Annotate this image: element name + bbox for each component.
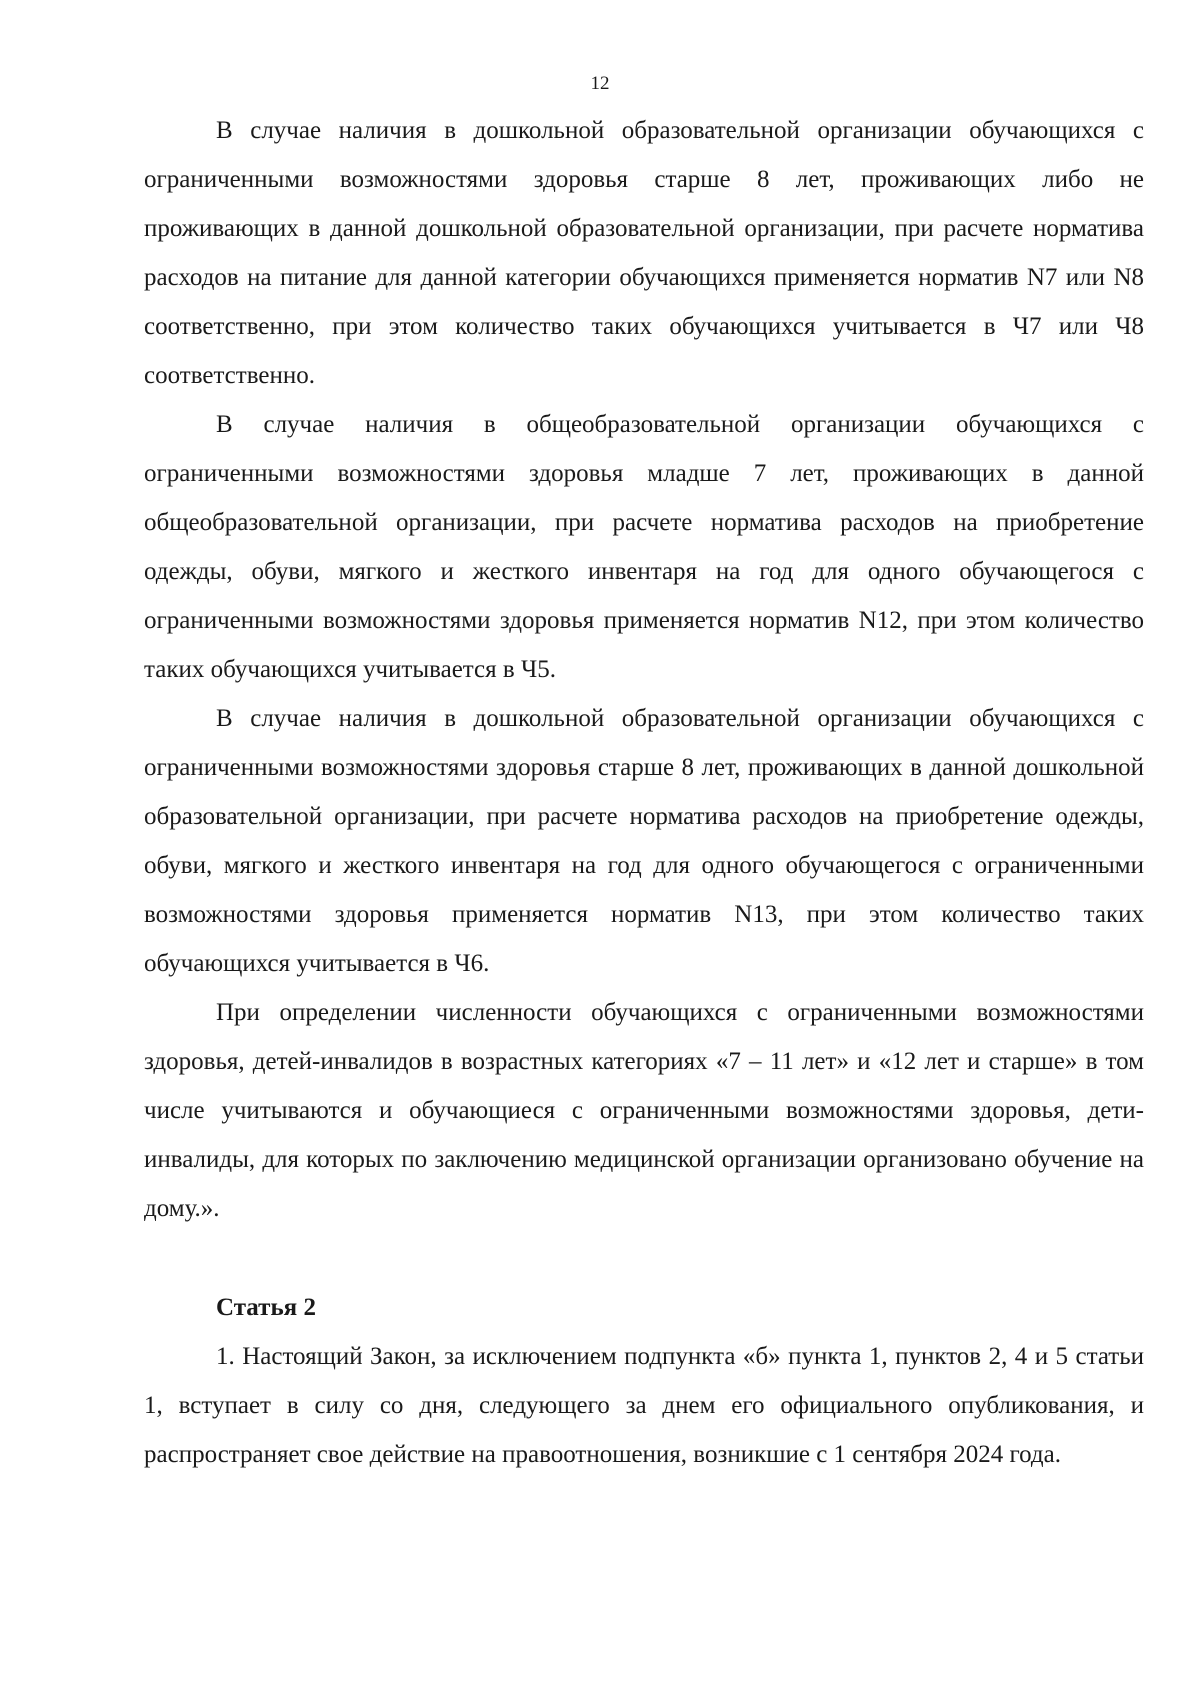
article-paragraph: 1. Настоящий Закон, за исключением подпункта «б» пункта 1, пунктов 2, 4 и 5 статьи 1, вступает в силу со дня, следующего за днем его официального опубликования, и распространяет свое действие на правоотношения, возникшие с 1 сентября 2024 года. [144, 1343, 1144, 1468]
section-spacer [144, 1233, 1144, 1283]
paragraph-headcount-rules: При определении численности обучающихся с ограниченными возможностями здоровья, детей-инвалидов в возрастных категориях «7 – 11 лет» и «12 лет и старше» в том числе учитываются и обучающиеся с ограниченными возможностями здоровья, дети-инвалиды, для которых по заключению медицинской организации организовано обучение на дому.». [144, 999, 1144, 1222]
document-body [144, 106, 1144, 1479]
paragraph-general-education-clothing: В случае наличия в общеобразовательной организации обучающихся с ограниченными возможностями здоровья младше 7 лет, проживающих в данной общеобразовательной организации, при расчете норматива расходов на приобретение одежды, обуви, мягкого и жесткого инвентаря на год для одного обучающегося с ограниченными возможностями здоровья применяется норматив N12, при этом количество таких обучающихся учитывается в Ч5. [144, 411, 1144, 683]
page-number: 12 [590, 73, 610, 94]
article-heading: Статья 2 [216, 1294, 316, 1321]
paragraph-preschool-clothing: В случае наличия в дошкольной образовательной организации обучающихся с ограниченными возможностями здоровья старше 8 лет, проживающих в данной дошкольной образовательной организации, при расчете норматива расходов на приобретение одежды, обуви, мягкого и жесткого инвентаря на год для одного обучающегося с ограниченными возможностями здоровья применяется норматив N13, при этом количество таких обучающихся учитывается в Ч6. [144, 705, 1144, 977]
paragraph-preschool-nutrition: В случае наличия в дошкольной образовательной организации обучающихся с ограниченными возможностями здоровья старше 8 лет, проживающих либо не проживающих в данной дошкольной образовательной организации, при расчете норматива расходов на питание для данной категории обучающихся применяется норматив N7 или N8 соответственно, при этом количество таких обучающихся учитывается в Ч7 или Ч8 соответственно. [144, 117, 1144, 389]
